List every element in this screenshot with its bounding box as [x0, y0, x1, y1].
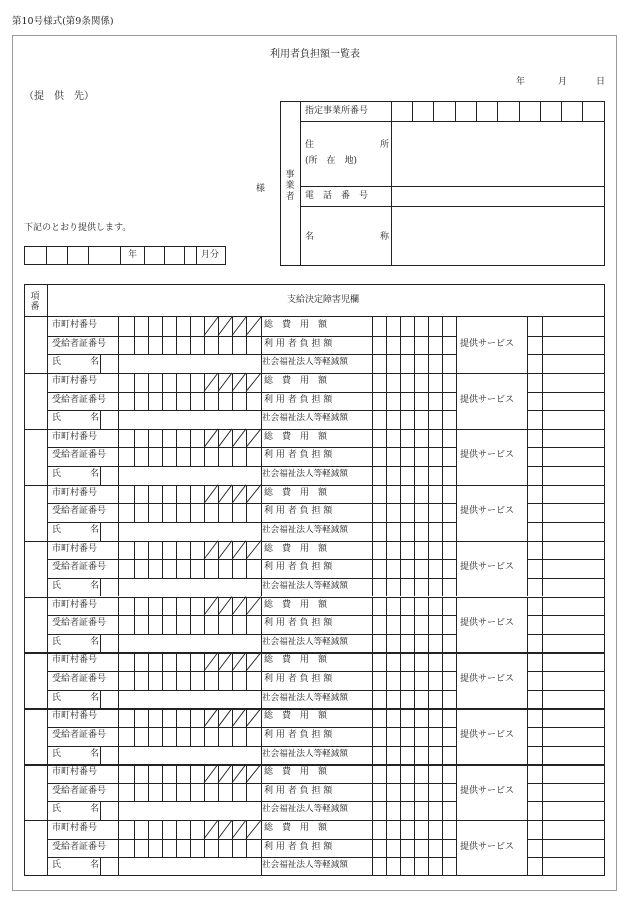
- strike-slash: [204, 597, 218, 616]
- certificate-number-label: 受給者証番号: [52, 785, 107, 796]
- strike-slash: [246, 764, 261, 783]
- reduction-label: 社会福祉法人等軽減額: [262, 357, 348, 368]
- name-label-left: 氏: [52, 357, 62, 368]
- strike-slash: [246, 541, 261, 560]
- total-cost-label: 総 費 用 額: [264, 431, 328, 442]
- total-cost-label: 総 費 用 額: [264, 375, 328, 386]
- service-label: 提供サービス: [460, 674, 515, 685]
- user-burden-label: 利 用 者 負 担 額: [264, 729, 333, 740]
- certificate-number-label: 受給者証番号: [52, 729, 107, 740]
- strike-slash: [246, 429, 261, 448]
- strike-slash: [204, 652, 218, 671]
- name-label-right: 称: [380, 232, 390, 242]
- section-header: 支給決定障害児欄: [287, 295, 360, 305]
- strike-slash: [246, 373, 261, 392]
- service-label: 提供サービス: [460, 618, 515, 629]
- strike-slash: [246, 820, 261, 839]
- strike-slash: [232, 708, 246, 727]
- strike-slash: [232, 541, 246, 560]
- period-month-label: 月分: [201, 250, 220, 260]
- service-label: 提供サービス: [460, 841, 515, 852]
- strike-slash: [232, 485, 246, 504]
- strike-slash: [204, 764, 218, 783]
- reduction-label: 社会福祉法人等軽減額: [262, 413, 348, 424]
- strike-slash: [232, 597, 246, 616]
- strike-slash: [232, 652, 246, 671]
- period-year-label: 年: [128, 250, 138, 260]
- certificate-number-label: 受給者証番号: [52, 506, 107, 517]
- name-label-left: 氏: [52, 804, 62, 815]
- user-burden-label: 利 用 者 負 担 額: [264, 450, 333, 461]
- user-burden-label: 利 用 者 負 担 額: [264, 674, 333, 685]
- reduction-label: 社会福祉法人等軽減額: [262, 524, 348, 535]
- municipality-number-label: 市町村番号: [52, 431, 98, 442]
- reduction-label: 社会福祉法人等軽減額: [262, 748, 348, 759]
- form-number: 第10号様式(第9条関係): [12, 16, 114, 27]
- name-label-right: 名: [90, 524, 100, 535]
- service-label: 提供サービス: [460, 394, 515, 405]
- strike-slash: [246, 652, 261, 671]
- name-label-right: 名: [90, 748, 100, 759]
- municipality-number-label: 市町村番号: [52, 823, 98, 834]
- strike-slash: [246, 708, 261, 727]
- strike-slash: [218, 820, 232, 839]
- user-burden-label: 利 用 者 負 担 額: [264, 506, 333, 517]
- service-label: 提供サービス: [460, 562, 515, 573]
- strike-slash: [204, 317, 218, 336]
- name-label-right: 名: [90, 357, 100, 368]
- name-label-right: 名: [90, 469, 100, 480]
- reduction-label: 社会福祉法人等軽減額: [262, 469, 348, 480]
- item-number-header: 項番: [30, 292, 40, 312]
- sama-label: 様: [256, 184, 266, 194]
- strike-slash: [232, 373, 246, 392]
- strike-slash: [218, 764, 232, 783]
- total-cost-label: 総 費 用 額: [264, 655, 328, 666]
- service-label: 提供サービス: [460, 785, 515, 796]
- total-cost-label: 総 費 用 額: [264, 543, 328, 554]
- certificate-number-label: 受給者証番号: [52, 450, 107, 461]
- reduction-label: 社会福祉法人等軽減額: [262, 636, 348, 647]
- name-label-left: 氏: [52, 469, 62, 480]
- total-cost-label: 総 費 用 額: [264, 711, 328, 722]
- name-label-right: 名: [90, 580, 100, 591]
- service-label: 提供サービス: [460, 450, 515, 461]
- service-label: 提供サービス: [460, 506, 515, 517]
- recipient-label: （提 供 先）: [24, 91, 94, 102]
- user-burden-label: 利 用 者 負 担 額: [264, 562, 333, 573]
- strike-slash: [218, 317, 232, 336]
- strike-slash: [218, 708, 232, 727]
- strike-slash: [246, 597, 261, 616]
- certificate-number-label: 受給者証番号: [52, 674, 107, 685]
- name-label-right: 名: [90, 413, 100, 424]
- certificate-number-label: 受給者証番号: [52, 394, 107, 405]
- user-burden-label: 利 用 者 負 担 額: [264, 338, 333, 349]
- name-label-left: 氏: [52, 524, 62, 535]
- service-label: 提供サービス: [460, 729, 515, 740]
- strike-slash: [232, 429, 246, 448]
- total-cost-label: 総 費 用 額: [264, 767, 328, 778]
- address-label-line2: (所 在 地): [305, 156, 358, 166]
- form-title: 利用者負担額一覧表: [270, 49, 360, 60]
- municipality-number-label: 市町村番号: [52, 375, 98, 386]
- user-burden-label: 利 用 者 負 担 額: [264, 394, 333, 405]
- name-label-left: 氏: [52, 580, 62, 591]
- provision-note: 下記のとおり提供します。: [24, 223, 132, 233]
- strike-slash: [218, 373, 232, 392]
- strike-slash: [232, 317, 246, 336]
- name-label-right: 名: [90, 860, 100, 871]
- strike-slash: [204, 708, 218, 727]
- provider-vertical-label: 事業者: [285, 170, 295, 202]
- name-label-left: 氏: [52, 748, 62, 759]
- phone-label: 電 話 番 号: [305, 191, 369, 201]
- name-label-right: 名: [90, 804, 100, 815]
- certificate-number-label: 受給者証番号: [52, 338, 107, 349]
- municipality-number-label: 市町村番号: [52, 655, 98, 666]
- name-label-left: 氏: [52, 692, 62, 703]
- municipality-number-label: 市町村番号: [52, 711, 98, 722]
- strike-slash: [218, 652, 232, 671]
- service-label: 提供サービス: [460, 338, 515, 349]
- date-year: 年: [516, 77, 526, 87]
- total-cost-label: 総 費 用 額: [264, 487, 328, 498]
- strike-slash: [218, 429, 232, 448]
- user-burden-label: 利 用 者 負 担 額: [264, 785, 333, 796]
- reduction-label: 社会福祉法人等軽減額: [262, 580, 348, 591]
- strike-slash: [232, 764, 246, 783]
- strike-slash: [204, 485, 218, 504]
- user-burden-label: 利 用 者 負 担 額: [264, 618, 333, 629]
- certificate-number-label: 受給者証番号: [52, 562, 107, 573]
- strike-slash: [204, 541, 218, 560]
- strike-slash: [218, 597, 232, 616]
- total-cost-label: 総 費 用 額: [264, 823, 328, 834]
- address-label-left: 住: [305, 140, 315, 150]
- reduction-label: 社会福祉法人等軽減額: [262, 804, 348, 815]
- strike-slash: [218, 541, 232, 560]
- address-label-right: 所: [380, 140, 390, 150]
- strike-slash: [218, 485, 232, 504]
- reduction-label: 社会福祉法人等軽減額: [262, 692, 348, 703]
- office-number-label: 指定事業所番号: [305, 106, 369, 116]
- municipality-number-label: 市町村番号: [52, 487, 98, 498]
- strike-slash: [246, 485, 261, 504]
- certificate-number-label: 受給者証番号: [52, 841, 107, 852]
- municipality-number-label: 市町村番号: [52, 767, 98, 778]
- strike-slash: [246, 317, 261, 336]
- date-day: 日: [596, 77, 606, 87]
- municipality-number-label: 市町村番号: [52, 320, 98, 330]
- name-label-right: 名: [90, 692, 100, 703]
- strike-slash: [232, 820, 246, 839]
- name-label-right: 名: [90, 636, 100, 647]
- municipality-number-label: 市町村番号: [52, 543, 98, 554]
- municipality-number-label: 市町村番号: [52, 599, 98, 610]
- total-cost-label: 総 費 用 額: [264, 599, 328, 610]
- name-label-left: 名: [305, 232, 315, 242]
- name-label-left: 氏: [52, 413, 62, 424]
- date-month: 月: [558, 77, 568, 87]
- strike-slash: [204, 429, 218, 448]
- certificate-number-label: 受給者証番号: [52, 618, 107, 629]
- name-label-left: 氏: [52, 636, 62, 647]
- strike-slash: [204, 820, 218, 839]
- reduction-label: 社会福祉法人等軽減額: [262, 860, 348, 871]
- total-cost-label: 総 費 用 額: [264, 320, 328, 330]
- strike-slash: [204, 373, 218, 392]
- name-label-left: 氏: [52, 860, 62, 871]
- user-burden-label: 利 用 者 負 担 額: [264, 841, 333, 852]
